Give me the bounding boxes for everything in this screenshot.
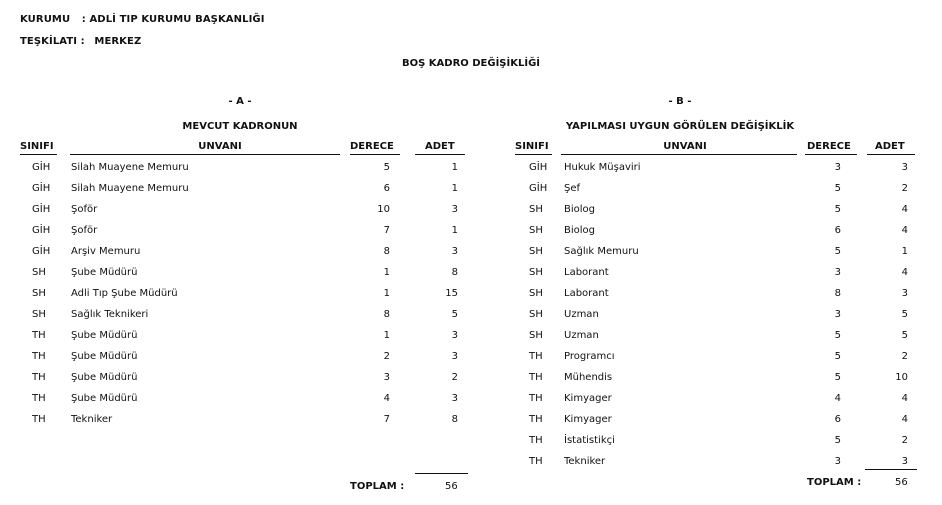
panel-a-col-sinifi: SINIFI xyxy=(20,141,54,152)
row-unvani: Kimyager xyxy=(564,393,612,404)
panel-a-underline-sinifi xyxy=(20,154,57,155)
panel-b-col-unvani: UNVANI xyxy=(663,141,707,152)
table-row xyxy=(515,204,925,225)
panel-b-heading: YAPILMASI UYGUN GÖRÜLEN DEĞİŞİKLİK xyxy=(565,121,795,132)
panel-a-underline-unvani xyxy=(70,154,340,155)
row-unvani: Biolog xyxy=(564,204,596,215)
row-unvani: Biolog xyxy=(564,225,596,236)
row-adet: 10 xyxy=(895,372,908,383)
row-sinifi: GİH xyxy=(529,162,548,173)
row-adet: 1 xyxy=(901,246,908,257)
row-unvani: Şef xyxy=(564,183,581,194)
row-sinifi: SH xyxy=(32,267,46,278)
row-adet: 5 xyxy=(901,309,908,320)
row-adet: 2 xyxy=(901,435,908,446)
row-adet: 4 xyxy=(901,393,908,404)
row-derece: 8 xyxy=(383,309,390,320)
row-adet: 8 xyxy=(451,267,458,278)
panel-a-heading: MEVCUT KADRONUN xyxy=(182,121,298,132)
table-row xyxy=(20,393,475,414)
row-sinifi: SH xyxy=(529,330,543,341)
row-adet: 2 xyxy=(901,183,908,194)
row-adet: 3 xyxy=(901,288,908,299)
row-adet: 4 xyxy=(901,414,908,425)
panel-b-total-label: TOPLAM : xyxy=(807,477,862,488)
row-unvani: Silah Muayene Memuru xyxy=(71,183,189,194)
row-unvani: Mühendis xyxy=(564,372,613,383)
row-derece: 7 xyxy=(383,225,390,236)
table-row xyxy=(20,309,475,330)
table-row xyxy=(20,330,475,351)
row-derece: 4 xyxy=(834,393,841,404)
panel-b-letter: - B - xyxy=(668,96,692,107)
row-unvani: Silah Muayene Memuru xyxy=(71,162,189,173)
row-unvani: Şube Müdürü xyxy=(71,351,138,362)
row-sinifi: TH xyxy=(529,435,543,446)
row-sinifi: SH xyxy=(529,267,543,278)
row-derece: 8 xyxy=(834,288,841,299)
panel-a-underline-derece xyxy=(350,154,400,155)
row-adet: 1 xyxy=(451,183,458,194)
row-sinifi: GİH xyxy=(32,225,51,236)
table-row xyxy=(20,414,475,435)
panel-a-underline-adet xyxy=(415,154,465,155)
row-sinifi: SH xyxy=(529,309,543,320)
document-title: BOŞ KADRO DEĞİŞİKLİĞİ xyxy=(401,58,541,69)
row-sinifi: SH xyxy=(529,204,543,215)
panel-b-underline-sinifi xyxy=(515,154,552,155)
row-unvani: Şoför xyxy=(71,204,98,215)
row-sinifi: TH xyxy=(529,372,543,383)
row-adet: 3 xyxy=(901,456,908,467)
panel-b-col-adet: ADET xyxy=(875,141,905,152)
row-derece: 1 xyxy=(383,330,390,341)
row-derece: 6 xyxy=(383,183,390,194)
row-unvani: Şube Müdürü xyxy=(71,267,138,278)
panel-b-underline-adet xyxy=(867,154,915,155)
table-row xyxy=(515,246,925,267)
panel-b-col-sinifi: SINIFI xyxy=(515,141,549,152)
table-row xyxy=(20,204,475,225)
teskilat-label: TEŞKİLATI : xyxy=(20,36,85,47)
row-sinifi: GİH xyxy=(32,246,51,257)
row-adet: 1 xyxy=(451,162,458,173)
table-row xyxy=(20,351,475,372)
row-derece: 7 xyxy=(383,414,390,425)
row-derece: 5 xyxy=(383,162,390,173)
row-unvani: Tekniker xyxy=(564,456,606,467)
row-unvani: Tekniker xyxy=(71,414,113,425)
row-derece: 3 xyxy=(383,372,390,383)
row-unvani: Kimyager xyxy=(564,414,612,425)
row-adet: 3 xyxy=(451,204,458,215)
table-row xyxy=(20,246,475,267)
table-row xyxy=(515,225,925,246)
panel-a-col-unvani: UNVANI xyxy=(198,141,242,152)
row-derece: 5 xyxy=(834,351,841,362)
table-row xyxy=(20,225,475,246)
row-unvani: Programcı xyxy=(564,351,615,362)
row-unvani: Arşiv Memuru xyxy=(71,246,141,257)
row-adet: 3 xyxy=(451,393,458,404)
row-sinifi: TH xyxy=(32,330,46,341)
row-derece: 3 xyxy=(834,267,841,278)
row-derece: 5 xyxy=(834,435,841,446)
row-sinifi: GİH xyxy=(529,183,548,194)
row-derece: 5 xyxy=(834,330,841,341)
row-adet: 15 xyxy=(445,288,458,299)
row-derece: 3 xyxy=(834,309,841,320)
row-sinifi: TH xyxy=(529,393,543,404)
table-row xyxy=(20,267,475,288)
row-derece: 4 xyxy=(383,393,390,404)
row-unvani: Uzman xyxy=(564,309,599,320)
row-derece: 5 xyxy=(834,204,841,215)
table-row xyxy=(515,456,925,477)
row-sinifi: TH xyxy=(32,372,46,383)
row-adet: 2 xyxy=(901,351,908,362)
table-row xyxy=(20,372,475,393)
row-unvani: Şube Müdürü xyxy=(71,330,138,341)
row-unvani: İstatistikçi xyxy=(564,435,615,446)
panel-a-col-derece: DERECE xyxy=(350,141,394,152)
row-adet: 4 xyxy=(901,225,908,236)
row-sinifi: GİH xyxy=(32,162,51,173)
panel-b-total-value: 56 xyxy=(895,477,908,488)
panel-a-letter: - A - xyxy=(228,96,252,107)
row-unvani: Şube Müdürü xyxy=(71,372,138,383)
row-derece: 3 xyxy=(834,456,841,467)
panel-a-total-label: TOPLAM : xyxy=(350,481,405,492)
row-unvani: Hukuk Müşaviri xyxy=(564,162,641,173)
table-row xyxy=(515,351,925,372)
row-derece: 10 xyxy=(377,204,390,215)
row-sinifi: TH xyxy=(529,414,543,425)
panel-b-col-derece: DERECE xyxy=(807,141,851,152)
row-sinifi: GİH xyxy=(32,183,51,194)
table-row xyxy=(515,267,925,288)
row-adet: 3 xyxy=(901,162,908,173)
row-sinifi: TH xyxy=(32,414,46,425)
row-derece: 1 xyxy=(383,267,390,278)
table-row xyxy=(515,288,925,309)
row-unvani: Laborant xyxy=(564,288,609,299)
row-adet: 3 xyxy=(451,351,458,362)
row-adet: 4 xyxy=(901,204,908,215)
row-sinifi: TH xyxy=(32,351,46,362)
table-row xyxy=(515,162,925,183)
row-adet: 8 xyxy=(451,414,458,425)
row-derece: 6 xyxy=(834,414,841,425)
row-sinifi: GİH xyxy=(32,204,51,215)
kurum-label: KURUMU xyxy=(20,14,71,25)
table-row xyxy=(20,288,475,309)
row-sinifi: TH xyxy=(529,351,543,362)
row-sinifi: SH xyxy=(32,309,46,320)
row-derece: 3 xyxy=(834,162,841,173)
row-derece: 5 xyxy=(834,183,841,194)
row-sinifi: SH xyxy=(529,288,543,299)
row-sinifi: TH xyxy=(529,456,543,467)
panel-a-total-line xyxy=(415,473,468,474)
table-row xyxy=(515,330,925,351)
row-unvani: Sağlık Memuru xyxy=(564,246,639,257)
row-sinifi: TH xyxy=(32,393,46,404)
row-adet: 5 xyxy=(451,309,458,320)
table-row xyxy=(515,309,925,330)
table-row xyxy=(515,183,925,204)
row-adet: 2 xyxy=(451,372,458,383)
row-derece: 6 xyxy=(834,225,841,236)
row-unvani: Sağlık Teknikeri xyxy=(71,309,149,320)
row-unvani: Şube Müdürü xyxy=(71,393,138,404)
row-unvani: Şoför xyxy=(71,225,98,236)
row-adet: 1 xyxy=(451,225,458,236)
row-unvani: Laborant xyxy=(564,267,609,278)
table-row xyxy=(515,435,925,456)
row-unvani: Adli Tıp Şube Müdürü xyxy=(71,288,178,299)
teskilat-value: MERKEZ xyxy=(94,36,142,47)
table-row xyxy=(515,393,925,414)
panel-a-total-value: 56 xyxy=(445,481,458,492)
row-sinifi: SH xyxy=(529,246,543,257)
row-derece: 5 xyxy=(834,372,841,383)
table-row xyxy=(20,162,475,183)
panel-b-underline-derece xyxy=(805,154,857,155)
row-adet: 4 xyxy=(901,267,908,278)
panel-b-total-line xyxy=(865,469,917,470)
row-derece: 5 xyxy=(834,246,841,257)
kurum-line xyxy=(20,14,265,25)
kurum-value: : ADLİ TIP KURUMU BAŞKANLIĞI xyxy=(81,14,265,25)
panel-a-col-adet: ADET xyxy=(425,141,455,152)
table-row xyxy=(20,183,475,204)
row-adet: 3 xyxy=(451,330,458,341)
table-row xyxy=(515,372,925,393)
row-derece: 1 xyxy=(383,288,390,299)
row-unvani: Uzman xyxy=(564,330,599,341)
row-derece: 2 xyxy=(383,351,390,362)
row-adet: 3 xyxy=(451,246,458,257)
row-sinifi: SH xyxy=(32,288,46,299)
row-adet: 5 xyxy=(901,330,908,341)
table-row xyxy=(515,414,925,435)
row-derece: 8 xyxy=(383,246,390,257)
row-sinifi: SH xyxy=(529,225,543,236)
teskilat-line xyxy=(20,36,141,47)
panel-b-underline-unvani xyxy=(561,154,797,155)
